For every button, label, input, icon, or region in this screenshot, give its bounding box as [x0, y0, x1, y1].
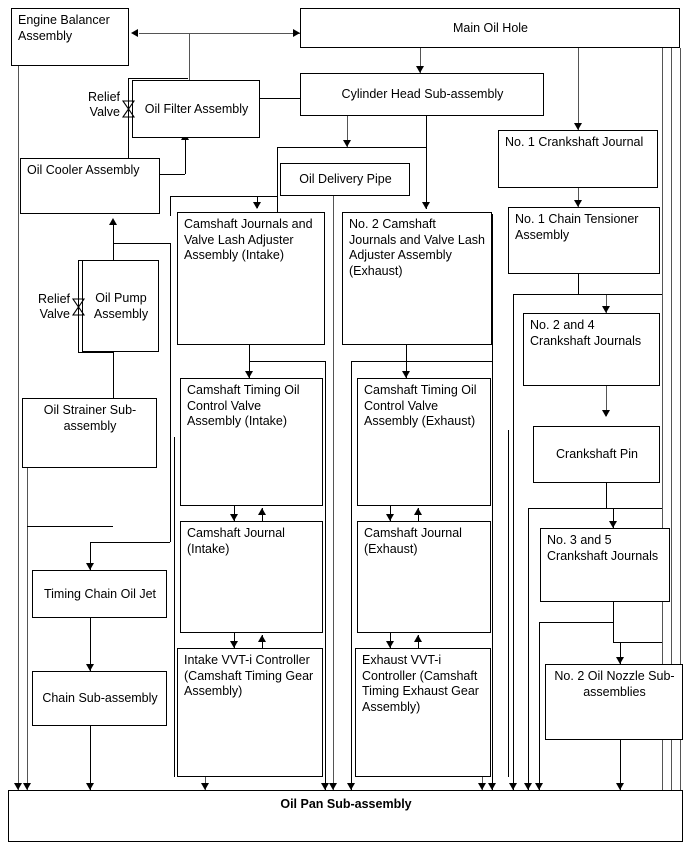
node-no3-5-crankshaft-journals-label: No. 3 and 5 Crankshaft Journals [547, 533, 659, 563]
node-oil-pump-assembly[interactable] [82, 260, 159, 352]
node-oil-cooler-assembly-label: Oil Cooler Assembly [27, 163, 140, 177]
relief-valve-bottom-line2: Valve [39, 307, 70, 321]
arrowhead-to-camshaft-journal-intake-return [258, 635, 266, 642]
arrowhead-delivery-oilpan [329, 783, 337, 790]
connector-delivery-bracket-left [277, 147, 278, 196]
node-timing-chain-oil-jet[interactable] [32, 570, 167, 618]
relief-valve-bottom-icon [71, 297, 86, 322]
connector-oilstrainer-to-pump [113, 352, 114, 392]
node-oil-strainer-subassembly[interactable] [22, 398, 157, 468]
arrowhead-to-camshaft-journal-intake [230, 514, 238, 521]
node-main-oil-hole-label: Main Oil Hole [452, 20, 529, 35]
node-main-oil-hole[interactable] [300, 8, 680, 48]
node-chain-subassembly[interactable] [32, 671, 167, 726]
connector-no35-left-h [539, 622, 613, 623]
connector-enginebalancer-to-oilpan [18, 66, 19, 790]
node-no1-crankshaft-journal[interactable] [498, 130, 658, 188]
arrowhead-to-cylinder-head [416, 66, 424, 73]
node-intake-vvti-controller-label: Intake VVT-i Controller (Camshaft Timing Gear Assembly) [184, 653, 314, 698]
arrowhead-no35-oilpan [535, 783, 543, 790]
relief-valve-top-line1: Relief [88, 90, 120, 104]
connector-camexhaust-to-ocv-h [351, 361, 406, 362]
arrowhead-to-ocv-intake-return [258, 508, 266, 515]
node-cylinder-head-subassembly[interactable] [300, 73, 544, 116]
connector-strainer-bottom-h [27, 526, 113, 527]
connector-no35-left-to-oilpan [539, 622, 540, 790]
connector-pump-relief-bottom [78, 352, 113, 353]
connector-no35-to-nozzle-seg [613, 622, 614, 642]
node-no2-oil-nozzle-subassemblies[interactable] [545, 664, 683, 740]
node-exhaust-vvti-controller-label: Exhaust VVT-i Controller (Camshaft Timing Exhaust Gear Assembly) [362, 653, 479, 714]
connector-rightrail-to-no24 [606, 294, 662, 295]
arrowhead-nozzle-oilpan [616, 783, 624, 790]
node-oil-pan-subassembly[interactable] [8, 790, 683, 842]
arrowhead-camexhaust-right-oilpan [488, 783, 496, 790]
node-camshaft-timing-ocv-exhaust-label: Camshaft Timing Oil Control Valve Assembly (Exhaust) [364, 383, 477, 428]
relief-valve-top-label [62, 90, 120, 120]
node-oil-filter-assembly[interactable] [132, 80, 260, 138]
connector-oilfilter-top-bracket [128, 78, 188, 79]
connector-oilfilter-to-cylinderhead [260, 98, 300, 99]
connector-mainoilhole-to-no1journal [578, 48, 579, 130]
arrowhead-to-no2-4-crankshaft-journals [602, 306, 610, 313]
connector-delivery-to-oilpan [333, 196, 334, 790]
connector-tensioner-left-to-oilpan [513, 294, 514, 790]
arrowhead-to-ocv-exhaust-return [414, 508, 422, 515]
connector-camexhaust-down-stub [406, 345, 407, 361]
arrowhead-crankshaftpin-oilpan [524, 783, 532, 790]
node-oil-delivery-pipe-label: Oil Delivery Pipe [299, 172, 392, 187]
connector-crankshaftpin-left-to-oilpan [528, 508, 529, 790]
node-camshaft-journal-exhaust-label: Camshaft Journal (Exhaust) [364, 526, 462, 556]
node-camshaft-timing-ocv-exhaust[interactable] [357, 378, 491, 506]
arrowhead-chain-oilpan [86, 783, 94, 790]
node-camshaft-journals-exhaust[interactable] [342, 212, 492, 345]
node-no1-chain-tensioner-assembly-label: No. 1 Chain Tensioner Assembly [515, 212, 639, 242]
relief-valve-top-icon [121, 99, 136, 124]
connector-oilpump-branch-down [170, 243, 171, 348]
node-no1-crankshaft-journal-label: No. 1 Crankshaft Journal [505, 135, 644, 149]
connector-camexhaust-to-ocv-h2 [406, 361, 492, 362]
connector-crankshaftpin-left-h [528, 508, 606, 509]
relief-valve-bottom-line1: Relief [38, 292, 70, 306]
arrowhead-to-crankshaft-pin [602, 410, 610, 417]
connector-strainer-return-down [27, 443, 28, 790]
node-no2-4-crankshaft-journals[interactable] [523, 313, 660, 386]
arrowhead-to-no1-chain-tensioner [574, 200, 582, 207]
connector-pumpbranch-to-jet-h [90, 542, 170, 543]
node-engine-balancer-assembly[interactable] [11, 8, 129, 66]
node-camshaft-journals-intake-label: Camshaft Journals and Valve Lash Adjuster Assembly (Intake) [184, 217, 313, 262]
connector-delivery-bracket-top [277, 147, 426, 148]
node-oil-delivery-pipe[interactable] [280, 163, 410, 196]
connector-camexhaust-right-to-oilpan [492, 214, 493, 790]
node-oil-strainer-subassembly-label: Oil Strainer Sub-assembly [43, 403, 137, 433]
connector-crankshaftpin-down-stub [606, 483, 607, 508]
arrowhead-tensioner-oilpan [509, 783, 517, 790]
arrowhead-to-camshaft-journals-intake [253, 202, 261, 209]
connector-tensioner-down-stub [578, 274, 579, 294]
arrowhead-to-camshaft-journal-exhaust-return [414, 635, 422, 642]
node-camshaft-timing-ocv-intake[interactable] [180, 378, 323, 506]
connector-mainoilhole-to-enginebalancer [139, 33, 300, 34]
connector-ocvexhaust-right-frame [508, 430, 509, 777]
node-exhaust-vvti-controller[interactable] [355, 648, 491, 777]
node-crankshaft-pin[interactable] [533, 426, 660, 483]
arrowhead-to-ocv-intake [245, 371, 253, 378]
node-timing-chain-oil-jet-label: Timing Chain Oil Jet [43, 586, 157, 601]
arrowhead-to-camshaft-journal-exhaust [386, 514, 394, 521]
arrowhead-to-timing-chain-oil-jet [86, 563, 94, 570]
connector-tensioner-left-h [513, 294, 578, 295]
connector-delivery-to-camintake-v [277, 196, 278, 213]
node-camshaft-journal-exhaust[interactable] [357, 521, 491, 633]
node-crankshaft-pin-label: Crankshaft Pin [556, 447, 638, 462]
node-no2-oil-nozzle-subassemblies-label: No. 2 Oil Nozzle Sub-assemblies [554, 669, 675, 699]
node-no3-5-crankshaft-journals[interactable] [540, 528, 670, 602]
node-camshaft-journals-intake[interactable] [177, 212, 325, 345]
arrowhead-to-chain-subassembly [86, 664, 94, 671]
arrowhead-enginebalancer-oilpan [14, 783, 22, 790]
connector-chain-to-oilpan [90, 726, 91, 790]
connector-oilcooler-to-filter-v [185, 140, 186, 174]
connector-oilcooler-to-filter-h [160, 174, 185, 175]
node-cylinder-head-subassembly-label: Cylinder Head Sub-assembly [341, 87, 504, 102]
relief-valve-bottom-label [12, 292, 70, 322]
connector-ocvintake-left-frame [174, 437, 175, 777]
connector-no35-down-stub [613, 602, 614, 622]
arrowhead-intakevvti-oilpan [201, 783, 209, 790]
arrowhead-to-engine-balancer [131, 29, 138, 37]
arrowhead-to-camshaft-journals-exhaust [422, 202, 430, 209]
arrowhead-camexhaust-oilpan [347, 783, 355, 790]
node-camshaft-journal-intake[interactable] [180, 521, 323, 633]
arrowhead-to-intake-vvti [230, 641, 238, 648]
connector-camexhaust-left-to-oilpan [351, 361, 352, 790]
arrowhead-to-no1-crankshaft-journal [574, 123, 582, 130]
relief-valve-top-line2: Valve [89, 105, 120, 119]
arrowhead-strainer-return-oilpan [23, 783, 31, 790]
node-oil-pump-assembly-label: Oil Pump Assembly [93, 291, 149, 321]
arrowhead-to-exhaust-vvti [386, 641, 394, 648]
connector-camintake-to-ocv-h [249, 361, 325, 362]
connector-oilfilter-riser [189, 33, 190, 80]
connector-camintake-down-stub [249, 345, 250, 361]
node-chain-subassembly-label: Chain Sub-assembly [42, 691, 158, 706]
node-engine-balancer-assembly-label: Engine Balancer Assembly [18, 13, 110, 43]
connector-crankshaftpin-right-h [606, 508, 662, 509]
arrowhead-to-oil-cooler [109, 218, 117, 225]
node-intake-vvti-controller[interactable] [177, 648, 323, 777]
connector-pumpbranch-to-jet-v [170, 348, 171, 542]
connector-camintake-left-frame [170, 196, 171, 216]
node-oil-cooler-assembly[interactable] [20, 158, 160, 214]
node-no1-chain-tensioner-assembly[interactable] [508, 207, 660, 274]
arrowhead-to-oil-delivery-pipe [343, 140, 351, 147]
node-oil-pan-subassembly-label: Oil Pan Sub-assembly [280, 797, 412, 811]
arrowhead-to-main-oil-hole [293, 29, 300, 37]
node-no2-4-crankshaft-journals-label: No. 2 and 4 Crankshaft Journals [530, 318, 642, 348]
arrowhead-to-no3-5-crankshaft-journals [609, 521, 617, 528]
node-camshaft-journal-intake-label: Camshaft Journal (Intake) [187, 526, 285, 556]
node-camshaft-journals-exhaust-label: No. 2 Camshaft Journals and Valve Lash Adjuster Assembly (Exhaust) [349, 217, 485, 278]
arrowhead-camintake-oilpan [321, 783, 329, 790]
arrowhead-to-no2-oil-nozzle [616, 657, 624, 664]
node-oil-filter-assembly-label: Oil Filter Assembly [144, 101, 249, 116]
connector-camintake-bypass-to-oilpan [325, 361, 326, 790]
connector-tensioner-right-h [578, 294, 606, 295]
connector-oilpump-branch-right [113, 243, 170, 244]
arrowhead-to-ocv-exhaust [402, 371, 410, 378]
connector-cylinderhead-to-camexhaust [426, 116, 427, 209]
connector-delivery-to-camintake-h [170, 196, 277, 197]
node-camshaft-timing-ocv-intake-label: Camshaft Timing Oil Control Valve Assembly (Intake) [187, 383, 300, 428]
arrowhead-exhaustvvti-oilpan [478, 783, 486, 790]
